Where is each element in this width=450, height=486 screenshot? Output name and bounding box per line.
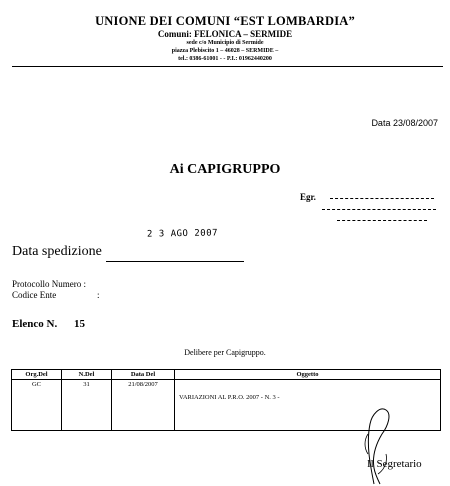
- delibere-caption: Delibere per Capigruppo.: [184, 348, 266, 357]
- document-date: Data 23/08/2007: [371, 118, 438, 128]
- elenco-label: Elenco N.: [12, 318, 58, 330]
- cell-date: 21/08/2007: [112, 380, 175, 431]
- signature-icon: [350, 404, 400, 486]
- egr-label: Egr.: [300, 192, 316, 202]
- recipient-line-2: [322, 209, 436, 210]
- recipient-line-3: [337, 220, 427, 221]
- table-header-row: [12, 370, 441, 380]
- address-line: piazza Plebiscito 1 – 46028 – SERMIDE –: [171, 48, 279, 54]
- date-stamp: 2 3 AGO 2007: [146, 228, 219, 240]
- signature-caption: Il Segretario: [367, 458, 422, 470]
- org-title: UNIONE DEI COMUNI “EST LOMBARDIA”: [95, 14, 355, 28]
- codice-ente-colon: :: [97, 290, 100, 300]
- page-title: Ai CAPIGRUPPO: [169, 162, 281, 177]
- col-header-oggetto: Oggetto: [175, 370, 441, 380]
- data-spedizione-label: Data spedizione: [12, 244, 102, 259]
- cell-org: GC: [12, 380, 62, 431]
- sede-line: sede c/o Municipio di Sermide: [186, 40, 264, 46]
- elenco-number: 15: [73, 318, 85, 330]
- col-header-date: Data Del: [112, 370, 175, 380]
- col-header-num: N.Del: [62, 370, 112, 380]
- protocollo-label: Protocollo Numero :: [12, 279, 86, 289]
- data-spedizione-field: [106, 261, 244, 262]
- cell-num: 31: [62, 380, 112, 431]
- contacts-line: tel.: 0386-61001 - - P.I.: 01962440200: [178, 56, 272, 62]
- comuni-line: Comuni: FELONICA – SERMIDE: [157, 29, 293, 39]
- col-header-org: Org.Del: [12, 370, 62, 380]
- codice-ente-label: Codice Ente: [12, 290, 57, 300]
- cell-oggetto: VARIAZIONI AL P.R.O. 2007 - N. 3 -: [175, 380, 441, 431]
- header-divider: [12, 66, 443, 67]
- recipient-line-1: [330, 198, 434, 199]
- elenco-line: [12, 318, 85, 330]
